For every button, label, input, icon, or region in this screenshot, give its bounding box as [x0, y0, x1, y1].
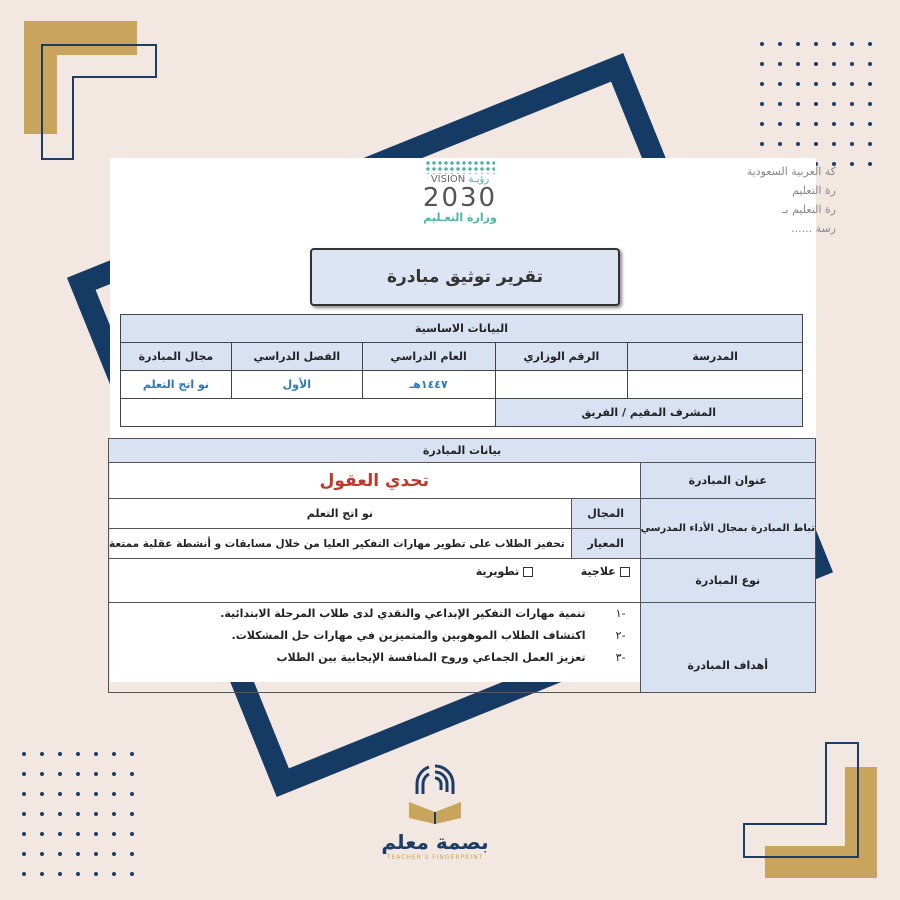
- header-line: رة التعليم: [792, 184, 836, 197]
- dot: [58, 812, 62, 816]
- standard-label: المعيار: [571, 529, 640, 559]
- dot: [832, 142, 836, 146]
- initiative-title-value: تحدي العقول: [109, 463, 641, 499]
- dot: [778, 122, 782, 126]
- dot: [796, 122, 800, 126]
- link-domain-label: تباط المبادرة بمجال الأداء المدرسي: [640, 499, 815, 559]
- dot: [40, 752, 44, 756]
- dot: [868, 102, 872, 106]
- dot: [760, 102, 764, 106]
- dot: [76, 832, 80, 836]
- dot: [832, 102, 836, 106]
- dot: [130, 772, 134, 776]
- dot: [58, 752, 62, 756]
- dot: [112, 832, 116, 836]
- dot: [796, 142, 800, 146]
- header-line: رة التعليم بـ: [782, 203, 836, 216]
- dot: [112, 812, 116, 816]
- dot: [22, 852, 26, 856]
- dot: [796, 42, 800, 46]
- ministry-header: [696, 162, 836, 238]
- dot: [850, 142, 854, 146]
- dot: [58, 872, 62, 876]
- dot: [868, 162, 872, 166]
- initiative-title-label: عنوان المبادرة: [640, 463, 815, 499]
- value-semester: الأول: [231, 371, 362, 399]
- vision-year: 2030: [422, 183, 498, 213]
- dot: [850, 122, 854, 126]
- report-document: [109, 158, 836, 682]
- goal-item: [109, 603, 626, 625]
- vision-dots-icon: [425, 160, 495, 174]
- dot: [76, 772, 80, 776]
- navy-line-top-left-b: [155, 44, 157, 78]
- dot: [58, 852, 62, 856]
- header-academic-year: العام الدراسي: [362, 343, 495, 371]
- option-remedial-label: علاجية: [580, 565, 616, 578]
- goal-number: -١: [615, 607, 626, 620]
- dot: [94, 812, 98, 816]
- dot: [94, 752, 98, 756]
- supervisor-label: المشرف المقيم / الفريق: [495, 399, 803, 427]
- dot: [814, 142, 818, 146]
- dot: [22, 752, 26, 756]
- option-developmental-label: تطويرية: [475, 565, 520, 578]
- dot: [760, 142, 764, 146]
- dot: [22, 812, 26, 816]
- value-school: [628, 371, 803, 399]
- dot: [778, 42, 782, 46]
- dot: [94, 852, 98, 856]
- dot: [112, 852, 116, 856]
- dot: [130, 872, 134, 876]
- ministry-name: وزارة التعـليم: [423, 211, 497, 224]
- dot: [868, 142, 872, 146]
- goals-label: أهداف المبادرة: [640, 603, 815, 693]
- dot: [130, 792, 134, 796]
- dot: [94, 772, 98, 776]
- navy-frame-bottom-right-inner: [743, 742, 827, 825]
- dot: [814, 82, 818, 86]
- dot: [40, 812, 44, 816]
- dot: [40, 832, 44, 836]
- value-initiative-domain: نو اتج التعلم: [121, 371, 232, 399]
- dot: [76, 752, 80, 756]
- dot: [814, 102, 818, 106]
- navy-line-bottom-right-b: [743, 823, 745, 858]
- dot: [832, 82, 836, 86]
- dot: [130, 852, 134, 856]
- dot: [868, 82, 872, 86]
- dot: [868, 62, 872, 66]
- navy-frame-top-left-inner: [72, 76, 157, 160]
- dot: [94, 832, 98, 836]
- dot: [814, 122, 818, 126]
- dot: [850, 162, 854, 166]
- goal-number: -٣: [615, 651, 626, 664]
- dot: [58, 832, 62, 836]
- initiative-data-table: [108, 438, 816, 693]
- dot: [112, 752, 116, 756]
- dot: [22, 832, 26, 836]
- basic-section-title: البيانات الاساسية: [121, 315, 803, 343]
- navy-line-top-left-a: [41, 158, 74, 160]
- header-ministry-number: الرقم الوزاري: [495, 343, 628, 371]
- header-line: كة العربية السعودية: [746, 165, 836, 178]
- vision-en-label: VISION: [430, 174, 466, 185]
- dot: [832, 122, 836, 126]
- initiative-type-options: [109, 559, 641, 603]
- dot: [112, 792, 116, 796]
- dot: [832, 42, 836, 46]
- domain-label: المجال: [571, 499, 640, 529]
- dot: [40, 872, 44, 876]
- dot: [76, 872, 80, 876]
- basic-data-table: [120, 314, 803, 427]
- brand-name-ar: بصمة معلم: [381, 830, 489, 854]
- dot: [40, 772, 44, 776]
- vision-2030-logo: [410, 160, 510, 240]
- dot: [814, 62, 818, 66]
- dot: [760, 42, 764, 46]
- dot: [94, 872, 98, 876]
- dot: [850, 62, 854, 66]
- dot: [850, 42, 854, 46]
- goal-item: [109, 625, 626, 647]
- dot: [58, 772, 62, 776]
- goal-text: تنمية مهارات التفكير الإبداعي والنقدي لدى طلاب المرحلة الابتدائية.: [220, 607, 586, 620]
- header-school: المدرسة: [628, 343, 803, 371]
- dot: [760, 62, 764, 66]
- dot: [130, 752, 134, 756]
- value-academic-year: ١٤٤٧هـ: [362, 371, 495, 399]
- dot: [832, 62, 836, 66]
- supervisor-value: [121, 399, 496, 427]
- fingerprint-book-icon: [403, 760, 467, 826]
- brand-name-en: TEACHER'S FINGERPRINT: [386, 854, 484, 861]
- dot: [796, 62, 800, 66]
- dot: [850, 102, 854, 106]
- dot: [796, 82, 800, 86]
- dot: [76, 852, 80, 856]
- dot: [76, 812, 80, 816]
- domain-value: نو اتج التعلم: [109, 499, 572, 529]
- brand-logo: [380, 760, 490, 861]
- dot: [94, 792, 98, 796]
- dot: [22, 792, 26, 796]
- dot: [130, 832, 134, 836]
- dot: [814, 42, 818, 46]
- dot: [778, 62, 782, 66]
- dot: [778, 142, 782, 146]
- standard-value: تحفيز الطلاب على تطوير مهارات التفكير العليا من خلال مسابقات و أنشطة عقلية ممتعة: [109, 529, 572, 559]
- dot: [868, 42, 872, 46]
- value-ministry-number: [495, 371, 628, 399]
- dot: [778, 82, 782, 86]
- navy-line-bottom-right-a: [826, 742, 859, 744]
- goals-list: [109, 603, 641, 693]
- dot: [760, 82, 764, 86]
- dot: [112, 872, 116, 876]
- dot: [22, 872, 26, 876]
- initiative-section-title: بيانات المبادرة: [109, 439, 816, 463]
- dot-grid-top-right: [760, 42, 872, 166]
- goal-item: [109, 647, 626, 669]
- dot: [40, 792, 44, 796]
- dot: [850, 82, 854, 86]
- goal-number: -٢: [615, 629, 626, 642]
- dot: [22, 772, 26, 776]
- dot: [130, 812, 134, 816]
- dot: [868, 122, 872, 126]
- dot: [40, 852, 44, 856]
- goal-text: اكتشاف الطلاب الموهوبين والمتميزين في مهارات حل المشكلات.: [231, 629, 586, 642]
- header-initiative-domain: مجال المبادرة: [121, 343, 232, 371]
- report-title: تقرير توثيق مبادرة: [310, 248, 620, 306]
- dot: [112, 772, 116, 776]
- dot: [778, 102, 782, 106]
- header-line: رسة ......: [791, 222, 836, 235]
- dot: [760, 122, 764, 126]
- vision-ar-label: رؤيـة: [468, 174, 490, 185]
- header-semester: الفصل الدراسي: [231, 343, 362, 371]
- dot: [76, 792, 80, 796]
- checkbox-remedial[interactable]: [620, 567, 630, 577]
- dot: [796, 102, 800, 106]
- goal-text: تعزيز العمل الجماعي وروح المنافسة الإيجابية بين الطلاب: [276, 651, 586, 664]
- dot: [58, 792, 62, 796]
- dot-grid-bottom-left: [22, 752, 134, 876]
- initiative-type-label: نوع المبادرة: [640, 559, 815, 603]
- checkbox-developmental[interactable]: [523, 567, 533, 577]
